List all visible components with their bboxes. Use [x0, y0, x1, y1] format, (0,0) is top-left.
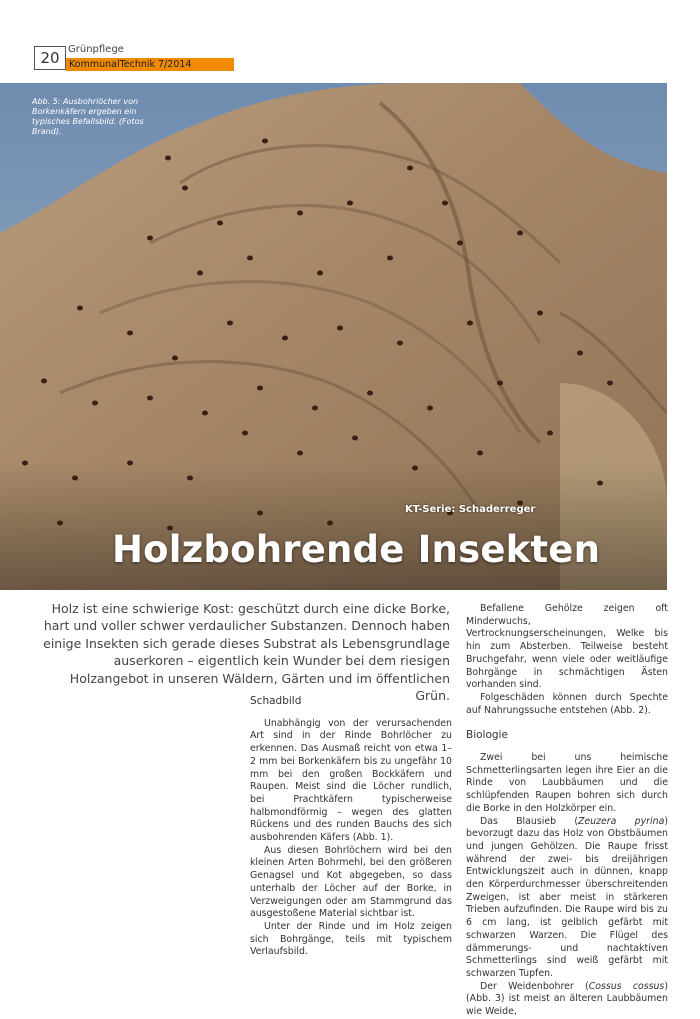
text-run: ) (Abb. 3) ist meist an älteren Laubbäumen wie Weide, [466, 980, 668, 1018]
paragraph: Folgeschäden können durch Spechte auf Nahrungssuche entstehen (Abb. 2). [466, 691, 668, 716]
paragraph [466, 816, 668, 981]
article-intro: Holz ist eine schwierige Kost: geschützt durch eine dicke Borke, hart und voller schwer verdaulicher Substanzen. Dennoch haben einige Insekten sich gerade dieses Substrat als Lebensgrundlage auserkoren – eigentlich kein Wunder bei dem riesigen Holzangebot in unseren Wäldern, Gärten und im öffentlichen Grün. [43, 601, 450, 704]
latin-name: Zeuzera pyrina [577, 815, 665, 827]
section-heading-biologie: Biologie [466, 729, 508, 742]
paragraph: Unabhängig von der verursachenden Art sind in der Rinde Bohrlöcher zu erkennen. Das Ausmaß reicht von etwa 1–2 mm bei Borkenkäfern bis zu ungefähr 10 mm bei den großen Bockkäfern und Raupen. Meist sind die Löcher rundlich, bei Prachtkäfern typischerweise halbmondförmig – wegen des glatten Rückens und des runden Bauchs des sich ausbohrenden Käfers (Abb. 1). [250, 717, 452, 844]
bark-illustration [0, 83, 667, 590]
section-heading-schadbild: Schadbild [250, 695, 302, 707]
paragraph: Aus diesen Bohrlöchern wird bei den kleinen Arten Bohrmehl, bei den größeren Genagsel und Kot abgegeben, so dass unterhalb der Löcher auf der Borke, in Verzweigungen oder am Stammgrund das ausgestoßene Material sichtbar ist. [250, 844, 452, 920]
latin-name: Cossus cossus [588, 980, 665, 992]
caption-credit: (Fotos Brand). [32, 117, 144, 136]
text-run: ) bevorzugt dazu das Holz von Obstbäumen und jungen Gehölzen. Die Raupe frisst während der zwei- bis dreijährigen Entwicklungszeit auch in dünnen, knapp den Körperdurchmesser überschreitenden Zweigen, ist aber meist in stärkeren Trieben aufzufinden. Die Raupe wird bis zu 6 cm lang, ist gelblich gefärbt mit schwarzen Warzen. Die Flügel des dämmerungs- und nachtaktiven Schmetterlings sind weiß gefärbt mit schwarzen Tupfen. [466, 815, 668, 979]
magazine-issue-bar: KommunalTechnik 7/2014 [66, 58, 234, 71]
photo-caption [32, 97, 150, 137]
paragraph [466, 981, 668, 1019]
column-biologie [466, 603, 668, 1019]
series-label: KT-Serie: Schaderreger [405, 504, 536, 515]
article-headline: Holzbohrende Insekten [112, 528, 601, 571]
column-schadbild [250, 695, 452, 959]
bark-photo [0, 83, 667, 590]
section-rubric: Grünpflege [68, 44, 124, 55]
text-run: Das Blausieb ( [480, 815, 578, 827]
paragraph: Zwei bei uns heimische Schmetterlingsarten legen ihre Eier an die Rinde von Laubbäumen und die schlüpfenden Raupen bohren sich durch die Borke in den Holzkörper ein. [466, 752, 668, 814]
page-number: 20 [34, 46, 66, 70]
paragraph: Unter der Rinde und im Holz zeigen sich Bohrgänge, teils mit typischem Verlaufsbild. [250, 920, 452, 958]
paragraph: Befallene Gehölze zeigen oft Minderwuchs, Vertrocknungserscheinungen, Welke bis hin zum Absterben. Teilweise besteht Bruchgefahr, wenn viele oder weitläufige Bohrgänge in schmächtigen Ästen vorhanden sind. [466, 603, 668, 691]
text-run: Der Weidenbohrer ( [480, 980, 589, 992]
caption-text: Abb. 5: Ausbohrlöcher von Borkenkäfern ergeben ein typisches Befallsbild. [32, 97, 139, 126]
